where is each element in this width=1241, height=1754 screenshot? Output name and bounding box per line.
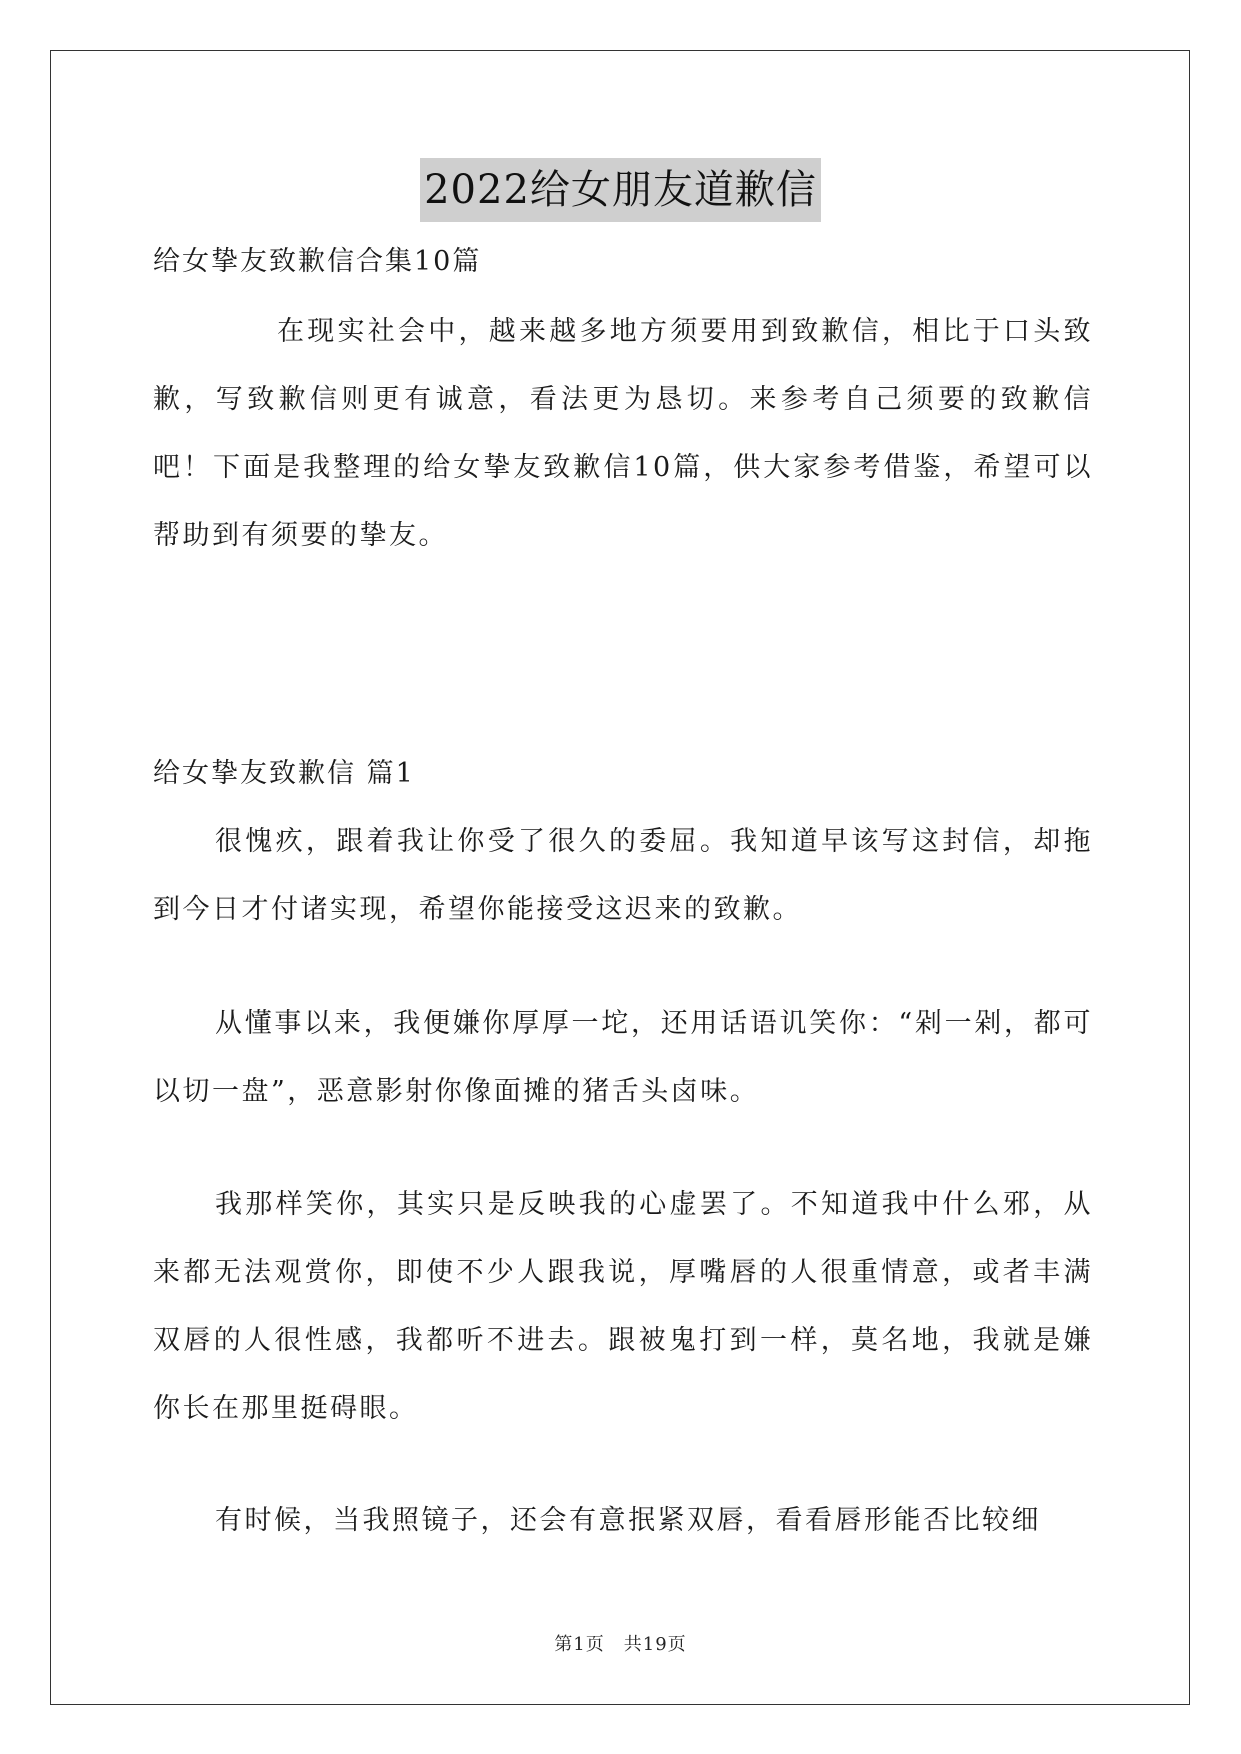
- body-paragraph: 很愧疚，跟着我让你受了很久的委屈。我知道早该写这封信，却拖到今日才付诸实现，希望你能接受这迟来的致歉。: [153, 826, 1093, 925]
- page-footer: 第1页 共19页: [554, 1634, 687, 1655]
- intro-paragraph: 在现实社会中，越来越多地方须要用到致歉信，相比于口头致歉，写致歉信则更有诚意，看法更为恳切。来参考自己须要的致歉信吧！下面是我整理的给女挚友致歉信10篇，供大家参考借鉴，希望可以帮助到有须要的挚友。: [153, 316, 1093, 551]
- body-paragraph: 有时候，当我照镜子，还会有意抿紧双唇，看看唇形能否比较细: [215, 1505, 1041, 1536]
- section-heading: 给女挚友致歉信 篇1: [153, 758, 415, 789]
- document-title: [0, 158, 1241, 224]
- body-paragraph: 我那样笑你，其实只是反映我的心虚罢了。不知道我中什么邪，从来都无法观赏你，即使不少人跟我说，厚嘴唇的人很重情意，或者丰满双唇的人很性感，我都听不进去。跟被鬼打到一样，莫名地，我就是嫌你长在那里挺碍眼。: [153, 1189, 1093, 1424]
- collection-heading: 给女挚友致歉信合集10篇: [153, 246, 482, 277]
- document-title-text: 2022给女朋友道歉信: [420, 158, 821, 222]
- body-paragraph: 从懂事以来，我便嫌你厚厚一坨，还用话语讥笑你：“剁一剁，都可以切一盘”，恶意影射你像面摊的猪舌头卤味。: [153, 1008, 1093, 1107]
